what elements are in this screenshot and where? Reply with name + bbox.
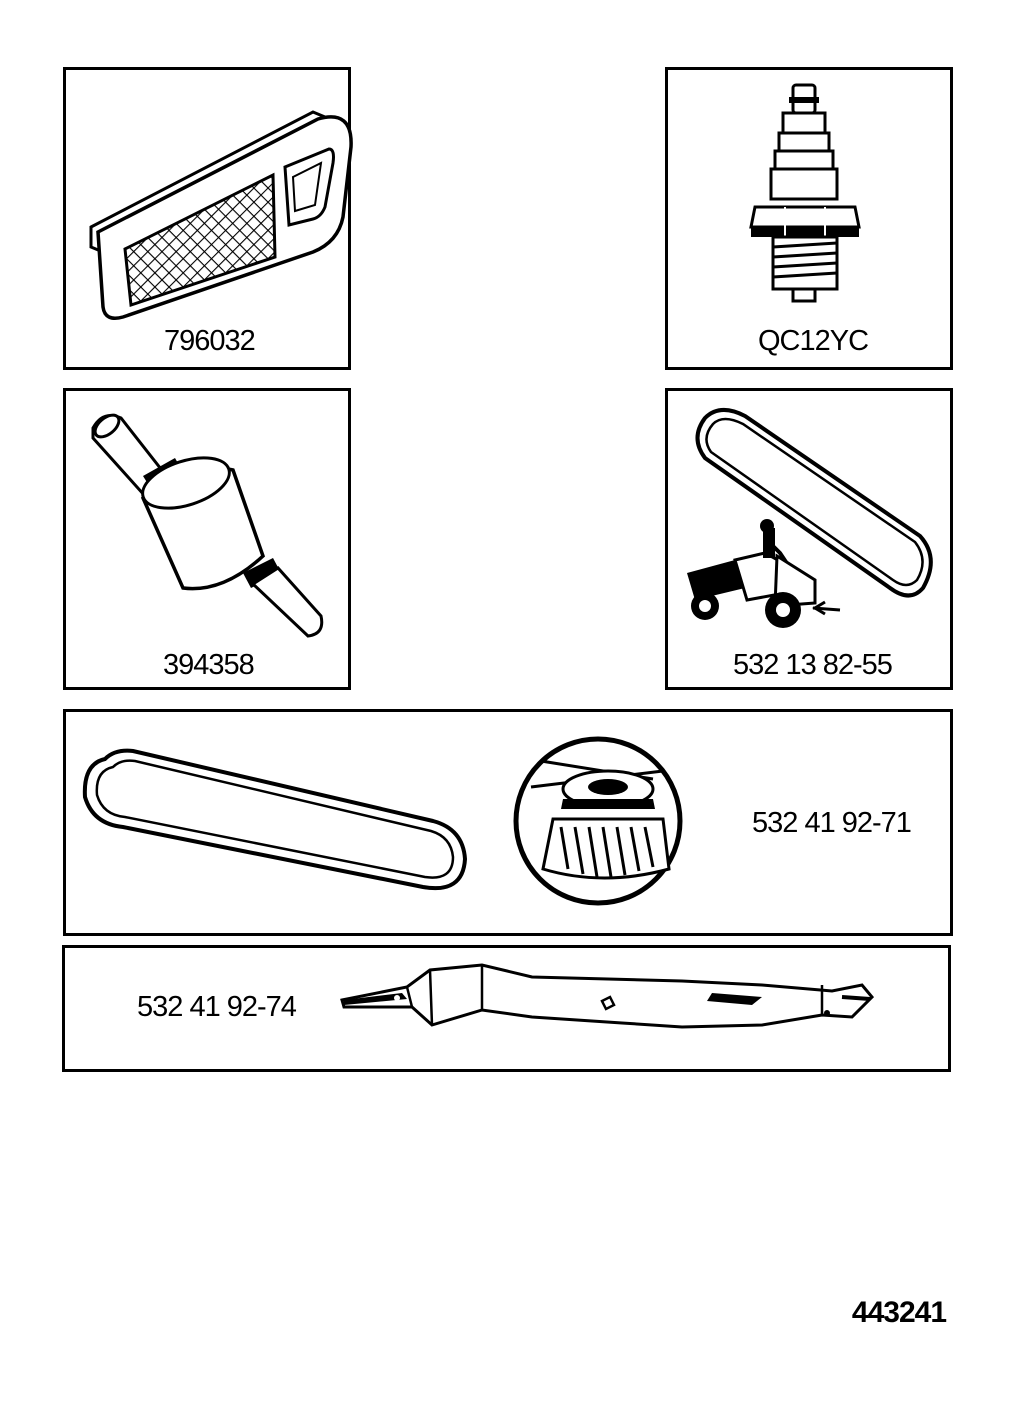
figure-id: 443241: [851, 1296, 946, 1329]
part-number-drive-belt: 532 13 82-55: [733, 649, 892, 681]
panel-spark-plug: [665, 67, 953, 370]
mower-blade-icon: [62, 945, 951, 1072]
panel-air-filter: [63, 67, 351, 370]
part-number-mower-belt-kit: 532 41 92-71: [752, 807, 911, 839]
part-number-mower-blade: 532 41 92-74: [137, 991, 296, 1023]
drive-belt-icon: [665, 388, 953, 690]
fuel-filter-icon: [63, 388, 351, 690]
part-number-spark-plug: QC12YC: [758, 325, 869, 357]
panel-drive-belt: [665, 388, 953, 690]
panel-fuel-filter: [63, 388, 351, 690]
panel-mower-blade: [62, 945, 951, 1072]
panel-mower-belt-kit: [63, 709, 953, 936]
part-number-fuel-filter: 394358: [163, 649, 254, 681]
part-number-air-filter: 796032: [164, 325, 255, 357]
